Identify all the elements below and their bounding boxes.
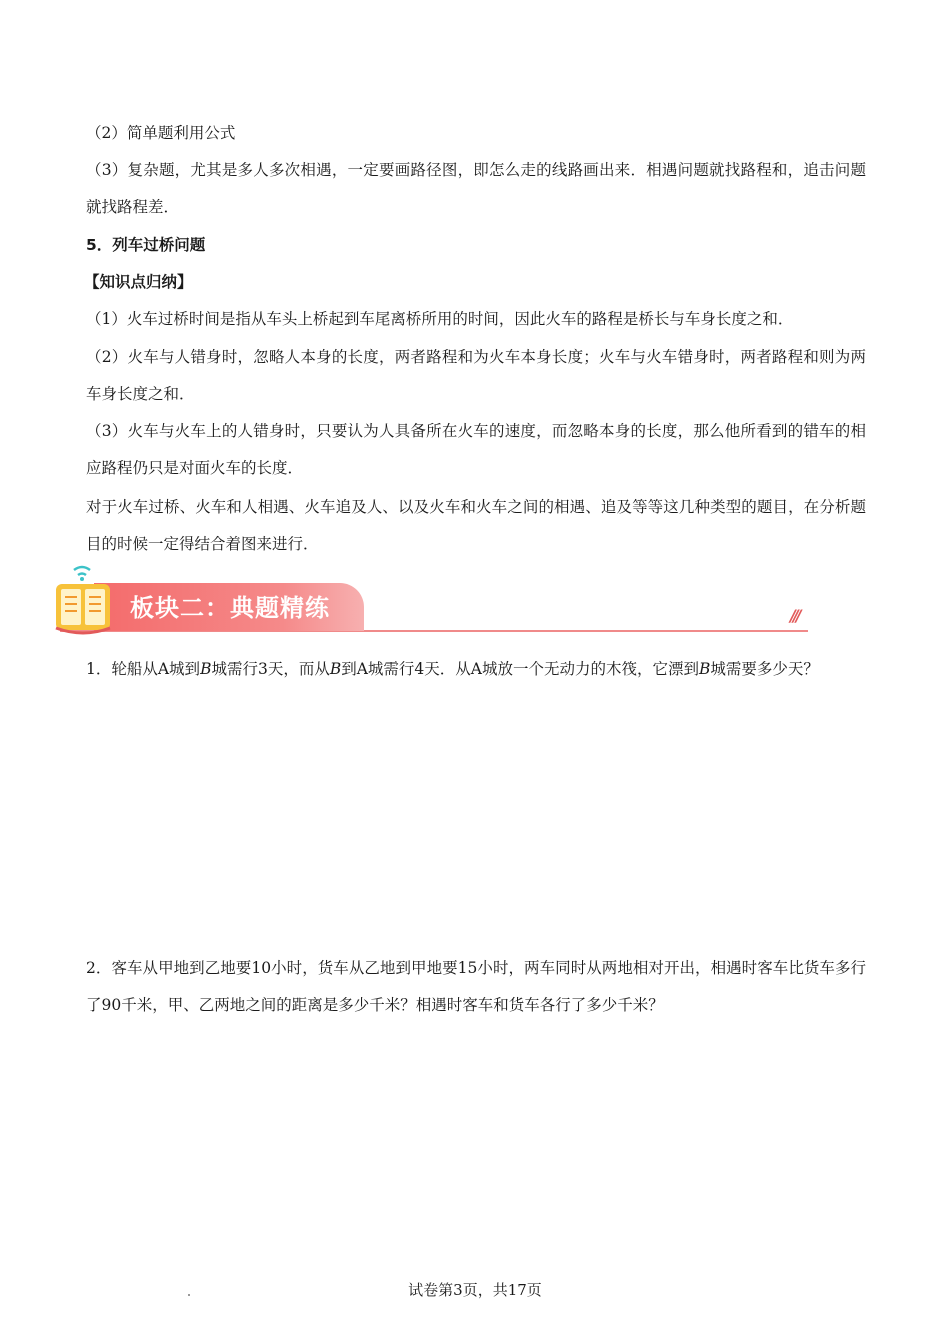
question-1: 1．轮船从A城到B城需行3天，而从B到A城需行4天．从A城放一个无动力的木筏，它漂到B城需要多少天？ [86,660,819,678]
banner-slash-decoration: /// [790,606,799,625]
question-2: 2．客车从甲地到乙地要10小时，货车从乙地到甲地要15小时，两车同时从两地相对开出，相遇时客车比货车多行了90千米，甲、乙两地之间的距离是多少千米？相遇时客车和货车各行了多少千米？ [86,959,866,1014]
book-icon [52,558,116,638]
page-footer: 试卷第3页，共17页 [408,1281,542,1299]
paragraph-complex-problems: （3）复杂题，尤其是多人多次相遇，一定要画路径图，即怎么走的线路画出来．相遇问题就找路程和，追击问题就找路程差． [86,161,866,216]
heading-train-bridge: 5．列车过桥问题 [86,236,206,254]
section-title: 板块二：典题精练 [130,594,330,622]
knowledge-point-1: （1）火车过桥时间是指从车头上桥起到车尾离桥所用的时间，因此火车的路程是桥长与车身长度之和． [86,310,794,328]
knowledge-label: 【知识点归纳】 [84,273,193,291]
summary-paragraph: 对于火车过桥、火车和人相遇、火车追及人、以及火车和火车之间的相遇、追及等等这几种类型的题目，在分析题目的时候一定得结合着图来进行． [86,498,866,553]
knowledge-point-3: （3）火车与火车上的人错身时，只要认为人具备所在火车的速度，而忽略本身的长度，那么他所看到的错车的相应路程仍只是对面火车的长度． [86,422,866,477]
knowledge-point-2: （2）火车与人错身时，忽略人本身的长度，两者路程和为火车本身长度；火车与火车错身时，两者路程和则为两车身长度之和． [86,348,866,403]
paragraph-simple-formula: （2）简单题利用公式 [86,124,236,142]
